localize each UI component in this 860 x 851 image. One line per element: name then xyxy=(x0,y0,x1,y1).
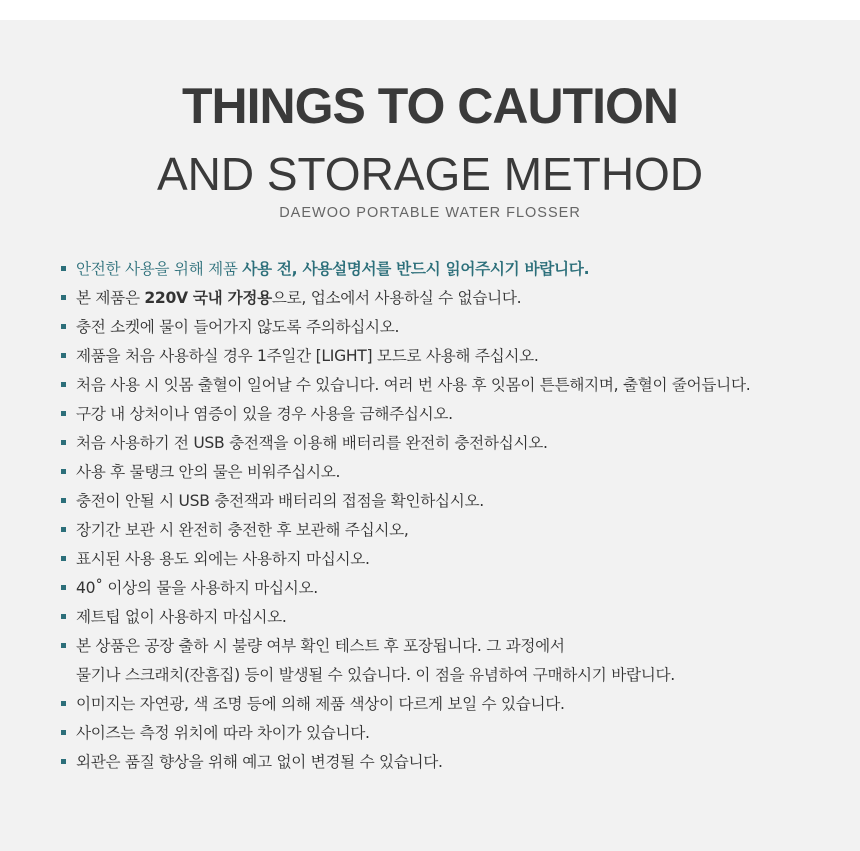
caution-text: 물기나 스크래치(잔흠집) 등이 발생될 수 있습니다. 이 점을 유념하여 구매하시기 바랍니다. xyxy=(76,666,675,684)
caution-list xyxy=(61,255,841,777)
caution-emphasis: 220V 국내 가정용 xyxy=(144,289,272,307)
caution-item: 구강 내 상처이나 염증이 있을 경우 사용을 금해주십시오. xyxy=(61,400,841,429)
caution-item-inspection xyxy=(61,632,841,690)
caution-item: 처음 사용 시 잇몸 출혈이 일어날 수 있습니다. 여러 번 사용 후 잇몸이 튼튼해지며, 출혈이 줄어듭니다. xyxy=(61,371,841,400)
caution-item: 외관은 품질 향상을 위해 예고 없이 변경될 수 있습니다. xyxy=(61,748,841,777)
caution-text: 본 제품은 xyxy=(76,289,145,307)
caution-item-read-manual xyxy=(61,255,841,284)
caution-item: 충전이 안될 시 USB 충전잭과 배터리의 접점을 확인하십시오. xyxy=(61,487,841,516)
caution-item: 제트팁 없이 사용하지 마십시오. xyxy=(61,603,841,632)
caution-item: 40˚ 이상의 물을 사용하지 마십시오. xyxy=(61,574,841,603)
caution-emphasis: 사용 전, 사용설명서를 반드시 읽어주시기 바랍니다. xyxy=(242,260,590,278)
caution-text: 으로, 업소에서 사용하실 수 없습니다. xyxy=(271,289,522,307)
caution-item: 사이즈는 측정 위치에 따라 차이가 있습니다. xyxy=(61,719,841,748)
caution-item-voltage xyxy=(61,284,841,313)
caution-text: 안전한 사용을 위해 제품 xyxy=(76,260,243,278)
caution-item: 제품을 처음 사용하실 경우 1주일간 [LIGHT] 모드로 사용해 주십시오. xyxy=(61,342,841,371)
caution-text: 본 상품은 공장 출하 시 불량 여부 확인 테스트 후 포장됩니다. 그 과정에서 xyxy=(76,637,565,655)
page-subtitle: DAEWOO PORTABLE WATER FLOSSER xyxy=(279,205,581,221)
caution-item: 장기간 보관 시 완전히 충전한 후 보관해 주십시오, xyxy=(61,516,841,545)
caution-item: 표시된 사용 용도 외에는 사용하지 마십시오. xyxy=(61,545,841,574)
caution-item: 충전 소켓에 물이 들어가지 않도록 주의하십시오. xyxy=(61,313,841,342)
caution-item: 사용 후 물탱크 안의 물은 비워주십시오. xyxy=(61,458,841,487)
caution-item: 처음 사용하기 전 USB 충전잭을 이용해 배터리를 완전히 충전하십시오. xyxy=(61,429,841,458)
page-title-line1: THINGS TO CAUTION xyxy=(182,78,678,134)
caution-item: 이미지는 자연광, 색 조명 등에 의해 제품 색상이 다르게 보일 수 있습니다. xyxy=(61,690,841,719)
page-title-line2: AND STORAGE METHOD xyxy=(156,148,704,200)
